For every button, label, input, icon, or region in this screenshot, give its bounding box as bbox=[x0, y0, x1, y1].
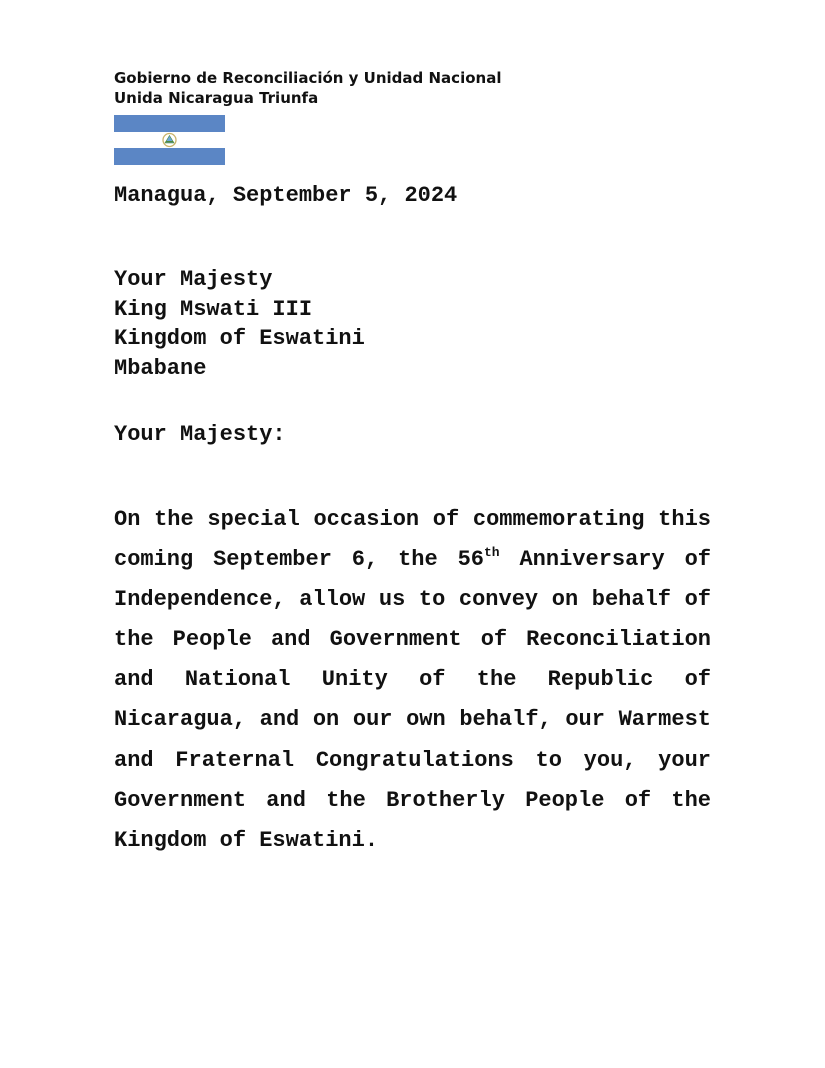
recipient-name: King Mswati III bbox=[114, 296, 313, 322]
flag-top-stripe bbox=[114, 115, 225, 132]
recipient-title: Your Majesty bbox=[114, 267, 273, 292]
recipient-country: Kingdom of Eswatini bbox=[114, 326, 365, 351]
letter-body bbox=[114, 500, 711, 861]
body-text-part1: On the special occasion of commemorating this coming September 6, the 56 bbox=[114, 507, 711, 573]
nicaragua-flag bbox=[114, 115, 225, 165]
letterhead-motto: Unida Nicaragua Triunfa bbox=[114, 89, 319, 107]
body-text-part2: Anniversary of Independence, allow us to convey on behalf of the People and Government of Reconciliation and National Unity of the Republic of Nicaragua, and on our own behalf, our Warmest and Fraternal Congratulations to you, your Government and the Brotherly People of the Kingdom of Eswatini. bbox=[114, 547, 711, 853]
salutation: Your Majesty: bbox=[114, 422, 286, 447]
letterhead-government-name: Gobierno de Reconciliación y Unidad Nacional bbox=[114, 69, 502, 87]
recipient-city: Mbabane bbox=[114, 355, 207, 381]
letterhead bbox=[114, 68, 501, 108]
flag-bottom-stripe bbox=[114, 148, 225, 165]
recipient-address bbox=[114, 265, 365, 383]
ordinal-suffix: th bbox=[483, 545, 500, 561]
letter-date: Managua, September 5, 2024 bbox=[114, 183, 458, 208]
